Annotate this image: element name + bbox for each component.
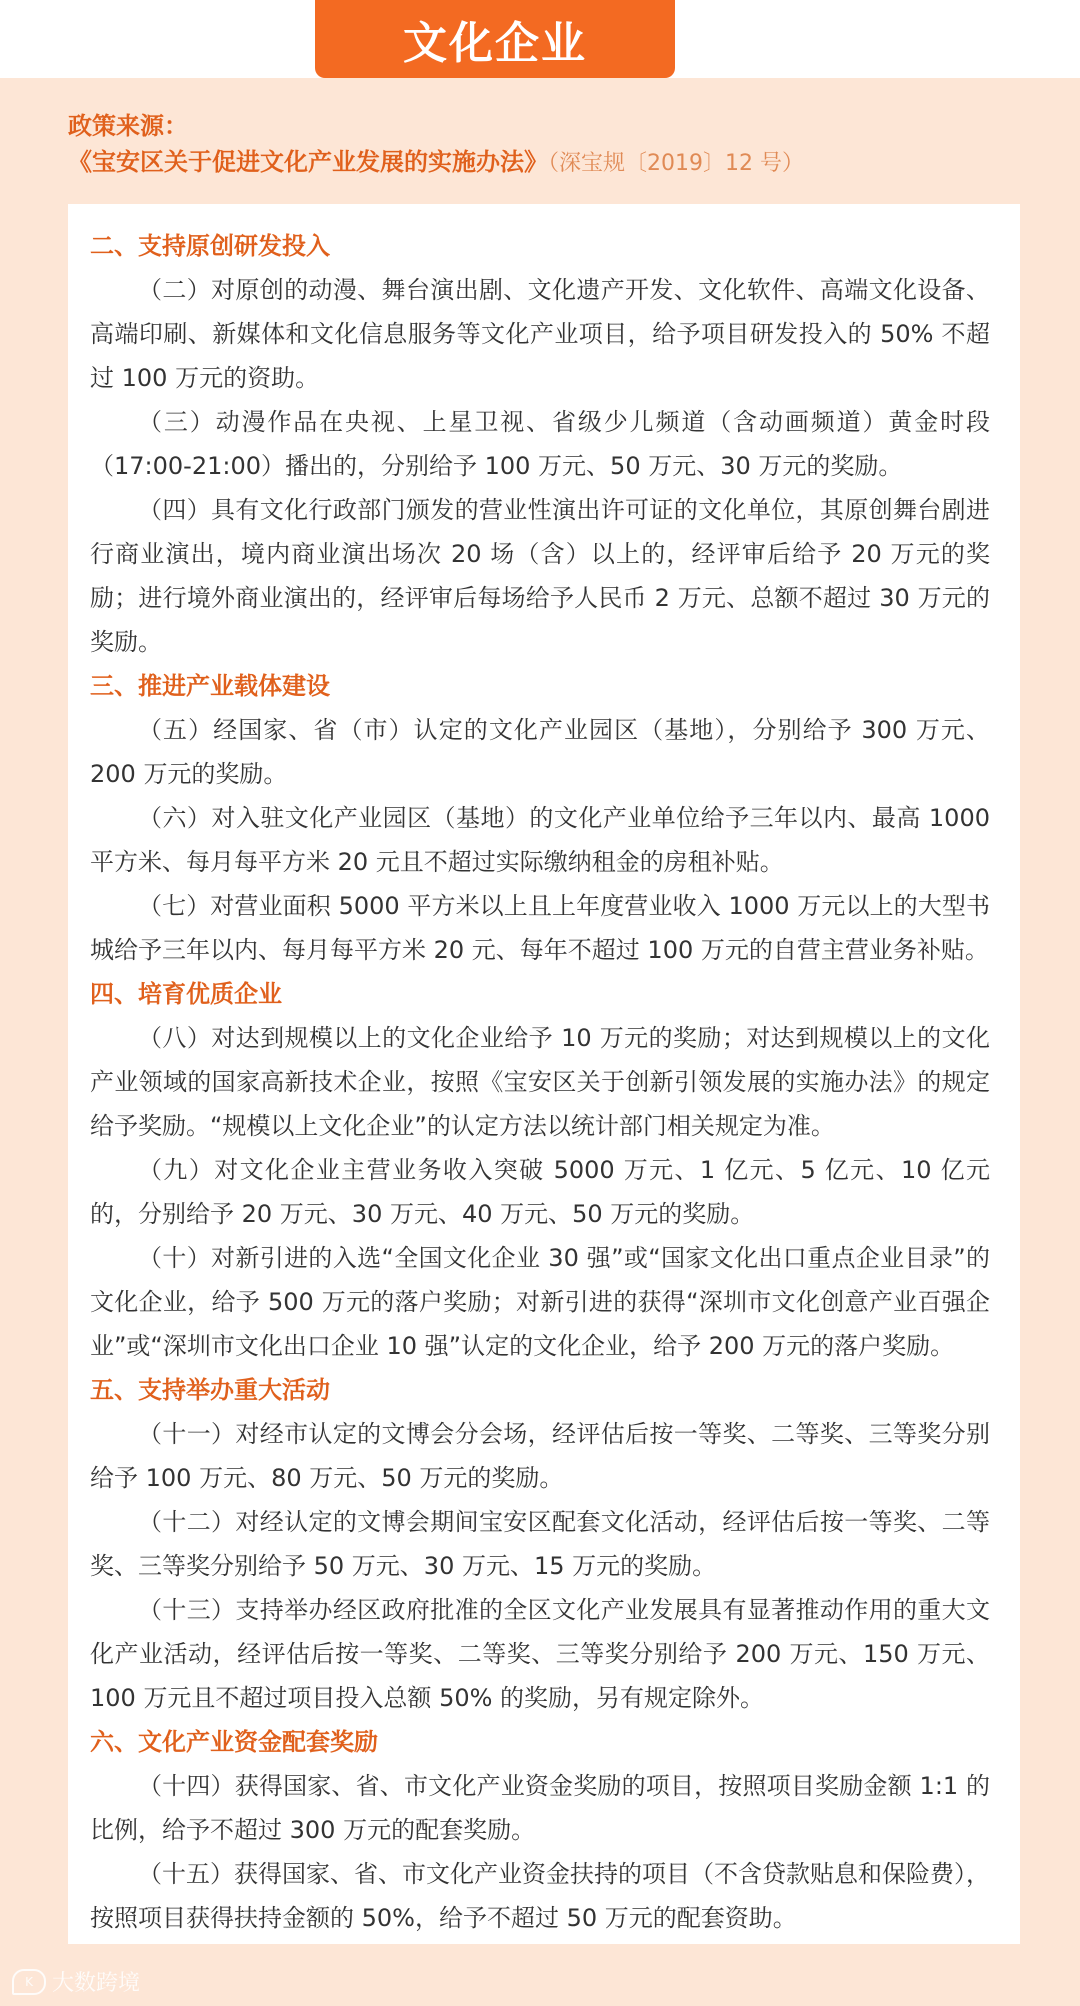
policy-paragraph: （二）对原创的动漫、舞台演出剧、文化遗产开发、文化软件、高端文化设备、高端印刷、新媒体和文化信息服务等文化产业项目，给予项目研发投入的 50% 不超过 100 万元的资助。 <box>90 276 990 392</box>
policy-paragraph: （六）对入驻文化产业园区（基地）的文化产业单位给予三年以内、最高 1000 平方米、每月每平方米 20 元且不超过实际缴纳租金的房租补贴。 <box>90 804 990 876</box>
policy-paragraph: （四）具有文化行政部门颁发的营业性演出许可证的文化单位，其原创舞台剧进行商业演出，境内商业演出场次 20 场（含）以上的，经评审后给予 20 万元的奖励；进行境外商业演出的，经评审后每场给予人民币 2 万元、总额不超过 30 万元的奖励。 <box>90 496 990 656</box>
policy-paragraph: （十四）获得国家、省、市文化产业资金奖励的项目，按照项目奖励金额 1:1 的比例，给予不超过 300 万元的配套奖励。 <box>90 1772 990 1844</box>
policy-paragraph: （三）动漫作品在央视、上星卫视、省级少儿频道（含动画频道）黄金时段（17:00-21:00）播出的，分别给予 100 万元、50 万元、30 万元的奖励。 <box>90 408 990 480</box>
policy-paragraph: （九）对文化企业主营业务收入突破 5000 万元、1 亿元、5 亿元、10 亿元的，分别给予 20 万元、30 万元、40 万元、50 万元的奖励。 <box>90 1156 990 1228</box>
policy-paragraph: （十一）对经市认定的文博会分会场，经评估后按一等奖、二等奖、三等奖分别给予 100 万元、80 万元、50 万元的奖励。 <box>90 1420 990 1492</box>
policy-paragraph: （十二）对经认定的文博会期间宝安区配套文化活动，经评估后按一等奖、二等奖、三等奖分别给予 50 万元、30 万元、15 万元的奖励。 <box>90 1508 990 1580</box>
content-card <box>68 204 1020 1944</box>
policy-source <box>68 108 1028 182</box>
policy-paragraph: （七）对营业面积 5000 平方米以上且上年度营业收入 1000 万元以上的大型书城给予三年以内、每月每平方米 20 元、每年不超过 100 万元的自营主营业务补贴。 <box>90 892 990 964</box>
policy-content <box>90 224 990 1940</box>
policy-paragraph: （十）对新引进的入选“全国文化企业 30 强”或“国家文化出口重点企业目录”的文化企业，给予 500 万元的落户奖励；对新引进的获得“深圳市文化创意产业百强企业”或“深圳市文化出口企业 10 强”认定的文化企业，给予 200 万元的落户奖励。 <box>90 1244 990 1360</box>
source-line <box>68 144 1028 182</box>
section-heading: 六、文化产业资金配套奖励 <box>90 1728 378 1756</box>
watermark-logo-icon: K <box>12 1969 46 1995</box>
section-heading: 五、支持举办重大活动 <box>90 1376 330 1404</box>
policy-paragraph: （十五）获得国家、省、市文化产业资金扶持的项目（不含贷款贴息和保险费），按照项目获得扶持金额的 50%，给予不超过 50 万元的配套资助。 <box>90 1860 990 1932</box>
section-heading: 二、支持原创研发投入 <box>90 232 330 260</box>
page-title: 文化企业 <box>403 18 587 69</box>
title-tab <box>315 0 675 78</box>
section-heading: 四、培育优质企业 <box>90 980 282 1008</box>
policy-paragraph: （十三）支持举办经区政府批准的全区文化产业发展具有显著推动作用的重大文化产业活动，经评估后按一等奖、二等奖、三等奖分别给予 200 万元、150 万元、100 万元且不超过项目投入总额 50% 的奖励，另有规定除外。 <box>90 1596 990 1712</box>
section-heading: 三、推进产业载体建设 <box>90 672 330 700</box>
policy-paragraph: （八）对达到规模以上的文化企业给予 10 万元的奖励；对达到规模以上的文化产业领域的国家高新技术企业，按照《宝安区关于创新引领发展的实施办法》的规定给予奖励。“规模以上文化企业”的认定方法以统计部门相关规定为准。 <box>90 1024 990 1140</box>
source-document-link[interactable]: 《宝安区关于促进文化产业发展的实施办法》 <box>68 148 548 176</box>
policy-paragraph: （五）经国家、省（市）认定的文化产业园区（基地），分别给予 300 万元、200 万元的奖励。 <box>90 716 990 788</box>
watermark <box>12 1966 140 1997</box>
source-code: （深宝规〔2019〕12 号） <box>548 151 804 176</box>
source-label: 政策来源： <box>68 112 188 140</box>
watermark-text: 大数跨境 <box>52 1971 141 1996</box>
